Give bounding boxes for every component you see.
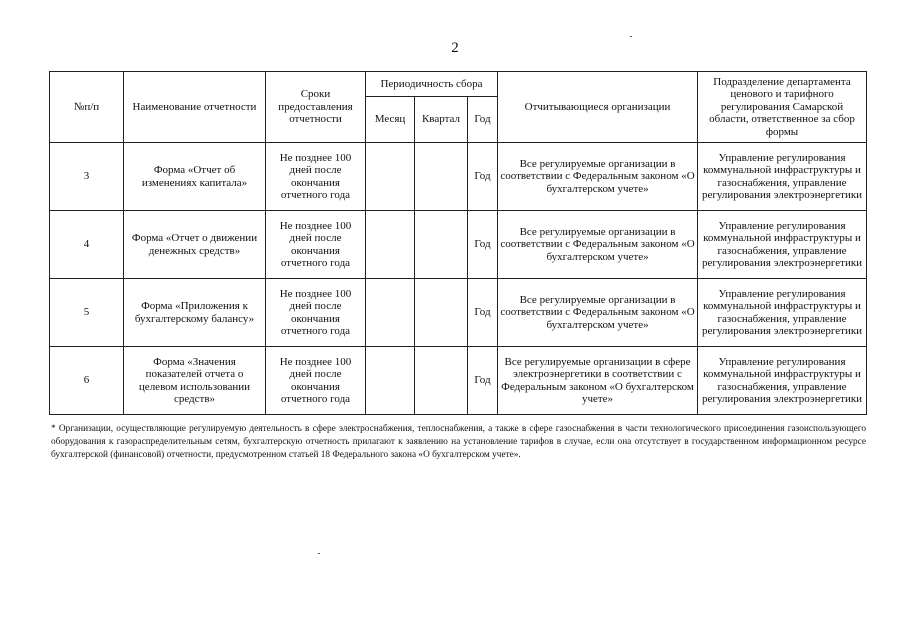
row-num: 5 [50,279,124,347]
row-year: Год [468,279,498,347]
header-month: Месяц [366,97,415,143]
header-year: Год [468,97,498,143]
reporting-table [49,71,867,415]
row-quarter [415,347,468,415]
row-dept: Управление регулирования коммунальной инфраструктуры и газоснабжения, управление регулирования электроэнергетики [698,211,867,279]
row-name: Форма «Отчет об изменениях капитала» [124,143,266,211]
footnote: * Организации, осуществляющие регулируемую деятельность в сфере электроснабжения, теплоснабжения, а также в сфере газоснабжения в части технологического присоединения газоиспользующего оборудования к газораспределительным сетям, бухгалтерскую отчетность прилагают к заявлению на установление тарифов в случае, если она отсутствует в государственном информационном ресурсе бухгалтерской (финансовой) отчетности, предусмотренном статьей 18 Федерального закона «О бухгалтерском учете». [51,424,866,460]
row-num: 3 [50,143,124,211]
row-deadline: Не позднее 100 дней после окончания отчетного года [266,143,366,211]
row-num: 6 [50,347,124,415]
header-deadline: Сроки предоставления отчетности [266,72,366,143]
header-num: №п/п [50,72,124,143]
row-year: Год [468,143,498,211]
row-name: Форма «Приложения к бухгалтерскому балансу» [124,279,266,347]
header-quarter: Квартал [415,97,468,143]
row-deadline: Не позднее 100 дней после окончания отчетного года [266,347,366,415]
header-name: Наименование отчетности [124,72,266,143]
scan-speck [318,553,320,554]
table-row [50,211,867,279]
row-orgs: Все регулируемые организации в соответствии с Федеральным законом «О бухгалтерском учете» [498,279,698,347]
page-number: 2 [451,40,459,56]
row-quarter [415,279,468,347]
table-row [50,143,867,211]
row-month [366,347,415,415]
row-month [366,143,415,211]
header-orgs: Отчитывающиеся организации [498,72,698,143]
row-year: Год [468,211,498,279]
table-row [50,279,867,347]
row-deadline: Не позднее 100 дней после окончания отчетного года [266,211,366,279]
scan-speck [630,36,632,37]
row-year: Год [468,347,498,415]
row-orgs: Все регулируемые организации в соответствии с Федеральным законом «О бухгалтерском учете» [498,211,698,279]
row-orgs: Все регулируемые организации в сфере электроэнергетики в соответствии с Федеральным законом «О бухгалтерском учете» [498,347,698,415]
row-dept: Управление регулирования коммунальной инфраструктуры и газоснабжения, управление регулирования электроэнергетики [698,143,867,211]
row-name: Форма «Отчет о движении денежных средств» [124,211,266,279]
header-periodicity: Периодичность сбора [366,72,498,97]
row-deadline: Не позднее 100 дней после окончания отчетного года [266,279,366,347]
row-name: Форма «Значения показателей отчета о целевом использовании средств» [124,347,266,415]
row-orgs: Все регулируемые организации в соответствии с Федеральным законом «О бухгалтерском учете» [498,143,698,211]
row-month [366,279,415,347]
header-dept: Подразделение департамента ценового и тарифного регулирования Самарской области, ответственное за сбор формы [698,72,867,143]
row-num: 4 [50,211,124,279]
row-month [366,211,415,279]
row-dept: Управление регулирования коммунальной инфраструктуры и газоснабжения, управление регулирования электроэнергетики [698,347,867,415]
table-row [50,347,867,415]
row-dept: Управление регулирования коммунальной инфраструктуры и газоснабжения, управление регулирования электроэнергетики [698,279,867,347]
row-quarter [415,143,468,211]
row-quarter [415,211,468,279]
